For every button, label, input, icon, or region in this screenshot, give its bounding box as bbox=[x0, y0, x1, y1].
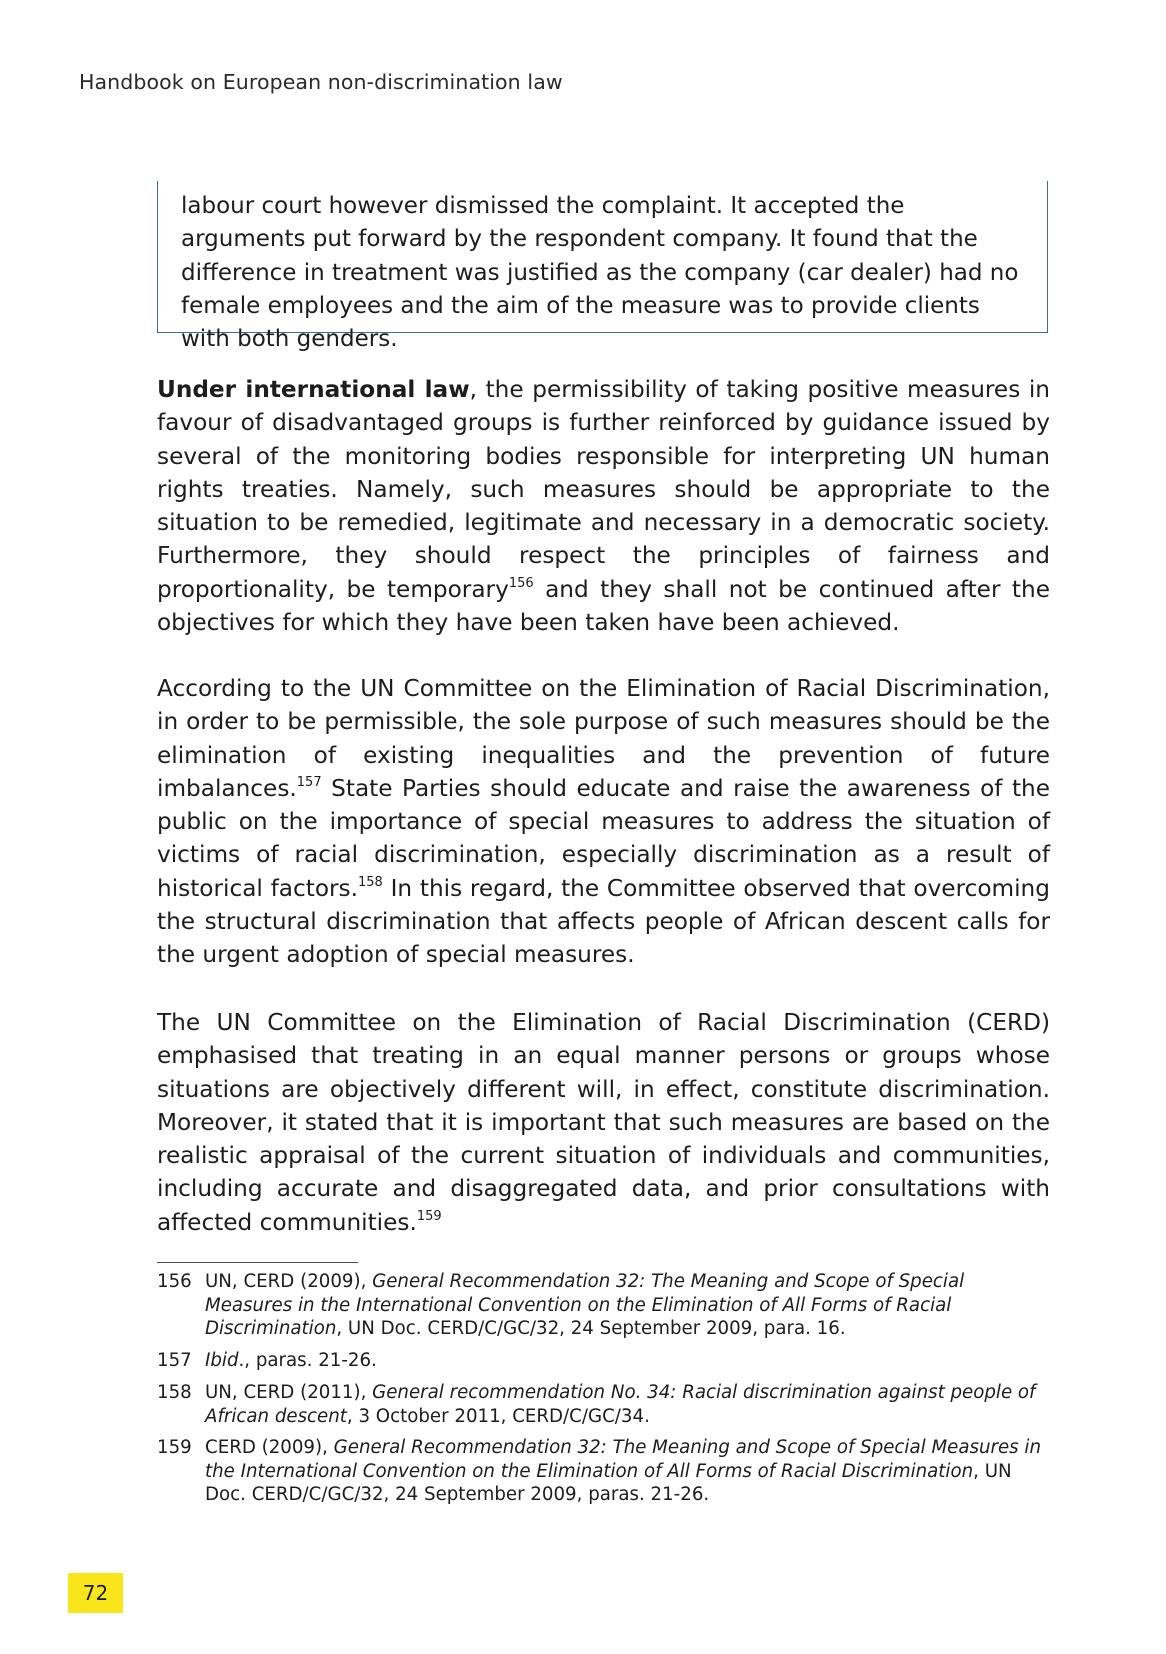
footnote-title: Ibid bbox=[205, 1350, 239, 1371]
footnote-number: 157 bbox=[157, 1350, 192, 1371]
footnote-separator bbox=[157, 1262, 358, 1263]
footnote-number: 159 bbox=[157, 1437, 192, 1458]
paragraph-text: In this regard, the Committee observed that overcoming the structural discrimination that affects people of African descent calls for the urgent adoption of special measures. bbox=[157, 874, 1050, 969]
paragraph-cerd-purpose bbox=[157, 672, 1050, 972]
footnote-156 bbox=[157, 1270, 1050, 1341]
paragraph-text: , the permissibility of taking positive measures in favour of disadvantaged groups is further reinforced by guidance issued by several of the monitoring bodies responsible for interpreting UN human rights treaties. Namely, such measures should be appropriate to the situation to be remedied, legitimate and necessary in a democratic society. Furthermore, they should respect the principles of fairness and proportionality, be temporary bbox=[157, 376, 1050, 603]
paragraph-cerd-equal-treatment bbox=[157, 1006, 1050, 1239]
paragraph-text: The UN Committee on the Elimination of Racial Discrimination (CERD) emphasised that treating in an equal manner persons or groups whose situations are objectively different will, in effect, constitute discrimination. Moreover, it stated that it is important that such measures are based on the realistic appraisal of the current situation of individuals and communities, including accurate and disaggregated data, and prior consultations with affected communities. bbox=[157, 1009, 1050, 1236]
case-example-text: labour court however dismissed the complaint. It accepted the arguments put forward by the respondent company. It found that the difference in treatment was justified as the company (car dealer) had no female employees and the aim of the measure was to provide clients with both genders. bbox=[181, 193, 1019, 353]
footnote-pre: UN, CERD (2009), bbox=[205, 1271, 373, 1292]
footnote-157 bbox=[157, 1349, 1050, 1373]
footnote-reference[interactable]: 157 bbox=[296, 774, 322, 790]
paragraph-text: State Parties should educate and raise the awareness of the public on the importance of special measures to address the situation of victims of racial discrimination, especially discrimination as a result of historical factors. bbox=[157, 774, 1050, 902]
page-number bbox=[68, 1573, 123, 1613]
case-example-box bbox=[157, 181, 1048, 353]
footnote-text bbox=[205, 1381, 1050, 1428]
footnote-text bbox=[205, 1349, 1050, 1373]
footnote-number: 158 bbox=[157, 1382, 192, 1403]
paragraph-bold-lead: Under international law bbox=[157, 376, 470, 403]
running-header: Handbook on European non-discrimination law bbox=[79, 70, 563, 94]
footnote-pre: UN, CERD (2011), bbox=[205, 1382, 373, 1403]
footnote-post: ., paras. 21-26. bbox=[238, 1350, 377, 1371]
footnote-reference[interactable]: 158 bbox=[358, 874, 383, 890]
footnote-158 bbox=[157, 1381, 1050, 1428]
paragraph-text: According to the UN Committee on the Elimination of Racial Discrimination, in order to be permissible, the sole purpose of such measures should be the elimination of existing inequalities and the prevention of future imbalances. bbox=[157, 675, 1050, 802]
footnote-post: , UN Doc. CERD/C/GC/32, 24 September 2009, paras. 21-26. bbox=[205, 1460, 1012, 1506]
footnote-post: , 3 October 2011, CERD/C/GC/34. bbox=[346, 1405, 650, 1427]
page-number-text: 72 bbox=[82, 1581, 109, 1605]
footnote-text bbox=[205, 1270, 1050, 1341]
footnote-title: General Recommendation 32: The Meaning and Scope of Special Measures in the International Convention on the Elimination of All Forms of Racial Discrimination bbox=[205, 1437, 1041, 1482]
footnote-title: General Recommendation 32: The Meaning and Scope of Special Measures in the International Convention on the Elimination of All Forms of Racial Discrimination bbox=[205, 1271, 965, 1340]
footnote-pre: CERD (2009), bbox=[205, 1437, 334, 1458]
footnote-text bbox=[205, 1436, 1050, 1507]
paragraph-international-law bbox=[157, 373, 1050, 639]
paragraph-text: and they shall not be continued after the objectives for which they have been taken have been achieved. bbox=[157, 575, 1050, 637]
footnote-reference[interactable]: 159 bbox=[416, 1208, 442, 1224]
footnote-title: General recommendation No. 34: Racial discrimination against people of African descent bbox=[205, 1382, 1036, 1427]
footnote-159 bbox=[157, 1436, 1050, 1507]
footnote-number: 156 bbox=[157, 1271, 192, 1292]
footnote-post: , UN Doc. CERD/C/GC/32, 24 September 2009, para. 16. bbox=[336, 1318, 846, 1340]
footnote-reference[interactable]: 156 bbox=[508, 575, 534, 591]
